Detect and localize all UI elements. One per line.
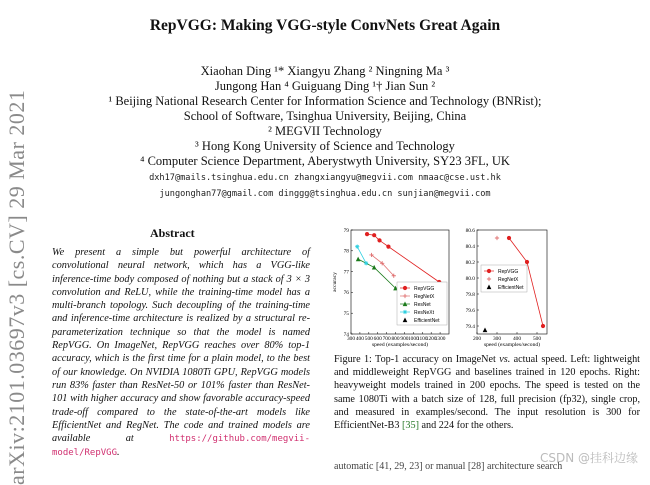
x-tick-label: 1000: [407, 336, 419, 342]
author-line-2: Jungong Han ⁴ Guiguang Ding ¹† Jian Sun ²: [214, 79, 436, 93]
x-axis-label: speed (examples/second): [371, 342, 429, 348]
x-tick-label: 1100: [416, 336, 428, 342]
y-tick-label: 77: [343, 269, 349, 276]
paper-title: RepVGG: Making VGG-style ConvNets Great Again: [149, 17, 501, 34]
data-point: [372, 233, 376, 237]
y-tick-label: 79: [343, 227, 349, 234]
y-tick-label: 79.8: [465, 291, 475, 298]
y-tick-label: 80.0: [465, 275, 475, 282]
y-tick-label: 80.4: [465, 243, 475, 250]
abstract-heading: Abstract: [150, 226, 195, 240]
watermark: CSDN @挂科边缘: [539, 451, 638, 465]
email-line-2: jungonghan77@gmail.com dinggg@tsinghua.edu.cn sunjian@megvii.com: [159, 189, 491, 199]
body-text-partial: automatic [41, 29, 23] or manual [28] architecture search: [334, 461, 563, 472]
abstract-end: .: [117, 447, 120, 459]
x-axis-label: speed (examples/second): [483, 342, 541, 348]
arxiv-stamp: arXiv:2101.03697v3 [cs.CV] 29 Mar 2021: [4, 89, 29, 485]
y-tick-label: 78: [343, 248, 349, 255]
x-tick-label: 800: [391, 336, 400, 342]
data-point: [372, 265, 377, 270]
affiliation-1: ¹ Beijing National Research Center for Information Science and Technology (BNRist);: [108, 94, 542, 108]
caption-part-1: Figure 1: Top-1 accuracy on ImageNet: [334, 354, 500, 365]
x-tick-label: 500: [364, 336, 373, 342]
data-point: [525, 260, 529, 264]
legend-marker: [487, 269, 491, 273]
x-tick-label: 400: [355, 336, 364, 342]
caption-ref-link[interactable]: [35]: [402, 420, 419, 432]
y-tick-label: 74: [343, 331, 349, 338]
x-tick-label: 1200: [425, 336, 437, 342]
caption-part-2: actual speed. Left: lightweight and middleweight RepVGG and baselines trained in 120 epochs. Right: heavyweight models trained in 200 epochs. The speed is tested on the same 1080Ti with a batch size of 128, full precision (fp32), single crop, and measured in examples/second. The input resolution is 300 for EfficientNet-B3: [334, 354, 640, 432]
legend-label: RepVGG: [498, 268, 519, 275]
affiliation-4: ⁴ Computer Science Department, Aberystwyth University, SY23 3FL, UK: [140, 154, 510, 168]
data-point: [386, 245, 390, 249]
y-tick-label: 80.2: [465, 259, 475, 266]
data-point: [356, 257, 361, 262]
data-point: [541, 324, 545, 328]
caption-part-3: and 224 for the others.: [418, 420, 514, 432]
x-tick-label: 600: [373, 336, 382, 342]
figure-caption: [334, 353, 640, 432]
series-line: [358, 259, 395, 288]
data-point: [364, 261, 368, 265]
caption-vs: vs.: [499, 354, 511, 365]
y-axis-label: accuracy: [332, 272, 338, 292]
data-point: [377, 238, 381, 242]
email-line-1: dxh17@mails.tsinghua.edu.cn zhangxiangyu@megvii.com nmaac@cse.ust.hk: [149, 173, 501, 183]
legend-marker: [403, 286, 407, 290]
legend-marker: [403, 310, 407, 314]
y-tick-label: 76: [343, 290, 349, 297]
legend-label: RegNetX: [414, 293, 435, 300]
data-point: [507, 236, 511, 240]
data-point: [365, 232, 369, 236]
x-tick-label: 900: [400, 336, 409, 342]
author-line-1: Xiaohan Ding ¹* Xiangyu Zhang ² Ningning Ma ³: [200, 64, 450, 78]
abstract-body: [52, 246, 310, 461]
affiliation-3: ³ Hong Kong University of Science and Technology: [195, 139, 455, 153]
legend-label: RegNetX: [498, 276, 519, 283]
x-tick-label: 300: [492, 336, 502, 342]
x-tick-label: 300: [346, 336, 356, 342]
affiliation-2: ² MEGVII Technology: [268, 124, 382, 138]
chart-right: [455, 226, 550, 350]
legend-label: EfficientNet: [498, 284, 524, 291]
y-tick-label: 79.4: [465, 323, 475, 330]
data-point: [483, 327, 488, 332]
y-tick-label: 80.6: [465, 227, 475, 234]
x-tick-label: 400: [512, 336, 522, 342]
legend-label: RepVGG: [414, 285, 435, 292]
data-point: [495, 236, 499, 240]
x-tick-label: 500: [532, 336, 542, 342]
data-point: [355, 245, 359, 249]
x-tick-label: 1300: [434, 336, 446, 342]
legend-label: ResNet: [414, 301, 431, 308]
affiliation-1b: School of Software, Tsinghua University, Beijing, China: [183, 109, 467, 123]
x-tick-label: 700: [382, 336, 391, 342]
abstract-text: We present a simple but powerful architecture of convolutional neural network, which has a VGG-like inference-time body composed of nothing but a stack of 3 × 3 convolution and ReLU, while the training-time model has a multi-branch topology. Such decoupling of the training-time and inference-time architecture is realized by a structural re-parameterization technique so that the model is named RepVGG. On ImageNet, RepVGG reaches over 80% top-1 accuracy, which is the first time for a plain model, to the best of our knowledge. On NVIDIA 1080Ti GPU, RepVGG models run 83% faster than ResNet-50 or 101% faster than ResNet-101 with higher accuracy and show favorable accuracy-speed trade-off compared to the state-of-the-art models like EfficientNet and RegNet. The code and trained models are available at: [52, 247, 310, 445]
chart-left: [333, 226, 453, 350]
y-tick-label: 75: [343, 311, 349, 317]
legend-label: ResNeXt: [414, 309, 435, 316]
y-tick-label: 79.6: [465, 307, 475, 314]
x-tick-label: 200: [472, 336, 482, 342]
legend-label: EfficientNet: [414, 317, 440, 324]
code-link[interactable]: https://github.com/megvii-model/RepVGG: [52, 434, 310, 459]
